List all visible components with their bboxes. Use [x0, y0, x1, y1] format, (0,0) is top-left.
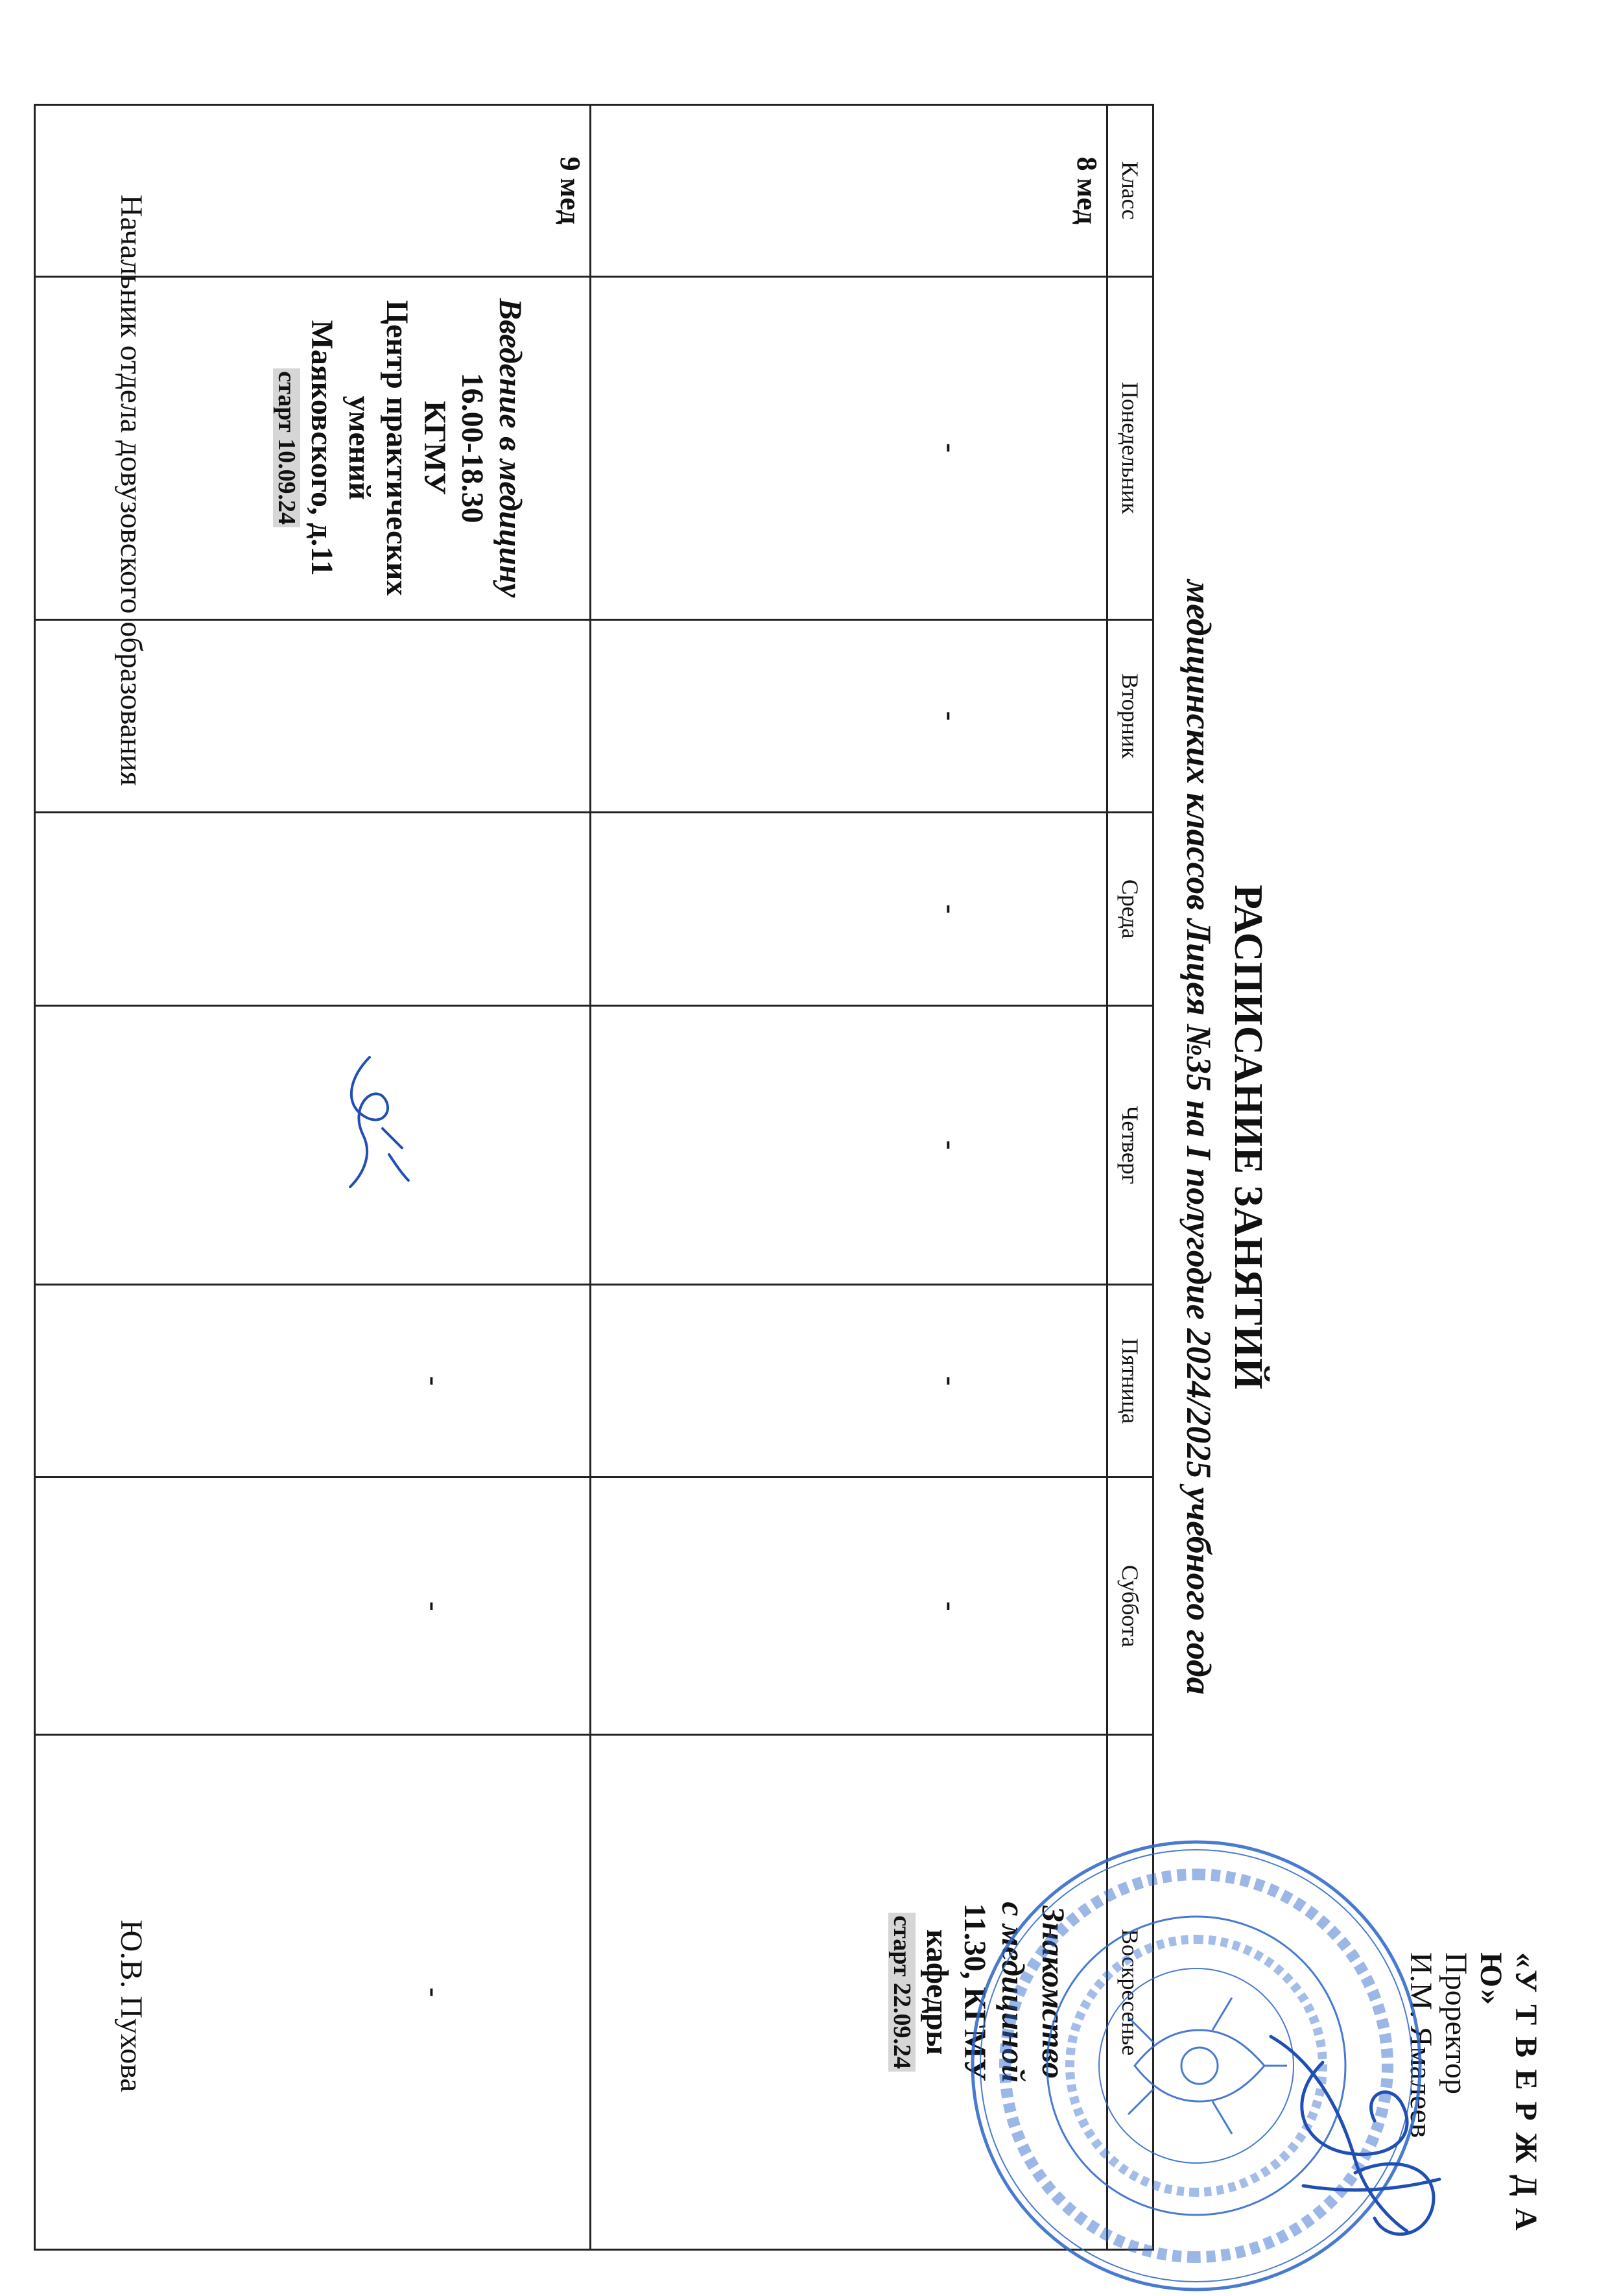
start-date-text: старт 10.09.24 [273, 368, 300, 527]
course-address: Маяковского, д.11 [305, 320, 339, 576]
saturday-cell [35, 1477, 591, 1735]
course-title-line: с медициной [995, 1902, 1032, 2083]
empty-dash: - [935, 711, 967, 721]
header-monday: Понедельник [1107, 276, 1153, 619]
course-title: Введение в медицину [493, 298, 529, 598]
header-saturday: Суббота [1107, 1477, 1153, 1735]
approval-position: Проректор [1439, 1952, 1473, 2094]
header-sunday: Воскресенье [1107, 1735, 1153, 2250]
footer-position: Начальник отдела довузовского образования [114, 195, 148, 786]
head-signature [324, 1051, 421, 1193]
course-time: 16.00-18.30 [455, 372, 490, 523]
empty-dash: - [935, 904, 967, 914]
course-organization: КГМУ [418, 400, 452, 496]
friday-cell [591, 1284, 1107, 1477]
monday-cell [591, 276, 1107, 619]
header-wednesday: Среда [1107, 813, 1153, 1006]
empty-dash: - [935, 1376, 967, 1386]
page-subtitle: медицинских классов Лицея №35 на I полугодие 2024/2025 учебного года [1179, 580, 1218, 1695]
approval-title: «У Т В Е Р Ж Д А Ю» [1474, 1952, 1543, 2232]
empty-dash: - [418, 1987, 450, 1997]
tuesday-cell [591, 619, 1107, 813]
course-title-line: Знакомство [1035, 1906, 1072, 2079]
course-center: Центр практических умений [342, 300, 414, 596]
course-location: кафедры [920, 1930, 954, 2055]
class-cell: 8 мед [591, 105, 1107, 277]
page-title: РАСПИСАНИЕ ЗАНЯТИЙ [1226, 885, 1270, 1390]
header-thursday: Четверг [1107, 1005, 1153, 1284]
saturday-cell [591, 1477, 1107, 1735]
wednesday-cell [35, 813, 591, 1006]
wednesday-cell [591, 813, 1107, 1006]
empty-dash: - [935, 1601, 967, 1611]
empty-dash: - [418, 1376, 450, 1386]
empty-dash: - [935, 1140, 967, 1150]
header-class: Класс [1107, 105, 1153, 277]
empty-dash: - [935, 443, 967, 453]
footer-name: Ю.В. Пухова [114, 1920, 148, 2092]
header-tuesday: Вторник [1107, 619, 1153, 813]
course-start-date [270, 281, 303, 615]
friday-cell [35, 1284, 591, 1477]
course-time-place: 11.30, КГМУ [958, 1903, 992, 2081]
empty-dash: - [418, 1601, 450, 1611]
course-start-date [886, 1740, 918, 2245]
header-friday: Пятница [1107, 1284, 1153, 1477]
approver-signature [1245, 2024, 1459, 2257]
approval-name: И.М. Ямалеев [1404, 1952, 1438, 2138]
thursday-cell [35, 1005, 591, 1284]
thursday-cell [591, 1005, 1107, 1284]
class-cell: 9 мед [35, 105, 591, 277]
start-date-text: старт 22.09.24 [888, 1913, 916, 2072]
